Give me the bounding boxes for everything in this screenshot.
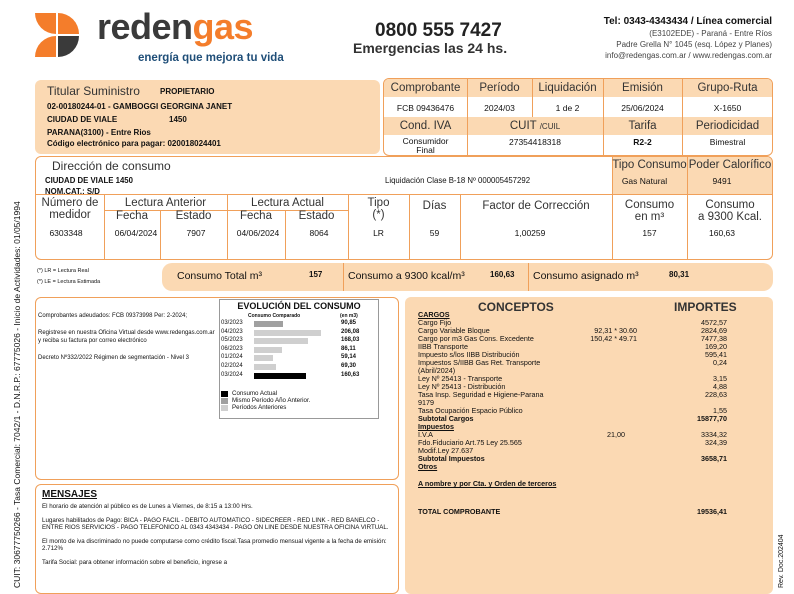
chart-value-label: 59,14: [341, 354, 357, 361]
concepto-row: [418, 359, 727, 375]
evolucion-col1: Consumo Comparado: [248, 313, 301, 319]
h-periodo: Período: [479, 82, 520, 94]
v-ant-fecha: 06/04/2024: [114, 228, 158, 238]
legend-same-swatch: [221, 398, 228, 404]
concepto-row: [418, 391, 727, 407]
v-factor: 1,00259: [514, 228, 546, 238]
v-cuit: 27354418318: [508, 137, 561, 147]
chart-value-label: 69,30: [341, 363, 357, 369]
concepto-name: Tasa Insp. Seguridad e Higiene-Parana 9179: [418, 390, 544, 407]
v-grupo: X-1650: [713, 103, 742, 113]
importes-title: IMPORTES: [674, 300, 737, 314]
asignado-label: Consumo asignado m³: [533, 270, 639, 282]
h-comprobante: Comprobante: [390, 82, 461, 94]
consumo-dir-liquidacion: Liquidación Clase B-18 Nº 000005457292: [385, 176, 531, 185]
concepto-amount: 4,88: [713, 382, 727, 391]
concepto-amount: 0,24: [713, 358, 727, 367]
header-phone: 0800 555 7427: [375, 20, 502, 41]
brand-slogan: energía que mejora tu vida: [138, 52, 284, 64]
cargos-title: CARGOS: [418, 310, 450, 319]
v-iva1: Consumidor: [402, 136, 449, 146]
v-periodo: 2024/03: [484, 103, 515, 113]
v-tarifa: R2-2: [633, 137, 652, 147]
concepto-calc: [547, 359, 637, 375]
chart-category-label: 01/2024: [221, 354, 243, 361]
logo: [32, 10, 82, 60]
h-tarifa: Tarifa: [628, 120, 657, 132]
mensaje-2: Lugares habilitados de Pago: BICA - PAGO FACIL - DEBITO AUTOMATICO - SIDECREER - RED LINK - RED BANELCO - ENTRE RIOS SERVICIOS - PAGO TELEFONICO AL 0343 4343434 - PAGO ON LINE DESDE NUESTRA OFICINA VIRTUAL.: [42, 516, 389, 532]
h-dias: Días: [422, 200, 447, 212]
header-address2: Padre Grella N° 1045 (esq. López y Planes): [616, 40, 772, 49]
concepto-amount: 3,15: [713, 374, 727, 383]
chart-bar: [254, 373, 306, 379]
info-p2: Registrese en nuestra Oficina Virtual desde www.redengas.com.ar y reciba su factura por correo electrónico: [38, 330, 215, 344]
titular-line1: 02-00180244-01 - GAMBOGGI GEORGINA JANET: [47, 102, 233, 111]
h-tipo-consumo: Tipo Consumo: [612, 159, 687, 171]
h-consumo9300: Consumo: [705, 199, 755, 211]
info-p1: Comprobantes adeudados: FCB 09373998 Per: 2-2024;: [38, 313, 188, 319]
concepto-name: Ley Nº 25413 - Transporte: [418, 374, 503, 383]
concepto-calc: [547, 351, 637, 359]
chart-value-label: 168,03: [341, 337, 360, 344]
mensaje-3: El monto de iva discriminado no puede computarse como crédito fiscal.Tasa promedio mensual vigente a la fecha de emisión: 2.712%: [42, 537, 387, 553]
concepto-amount: 228,63: [705, 390, 727, 399]
chart-category-label: 04/2023: [221, 328, 243, 335]
conceptos-title: CONCEPTOS: [478, 300, 554, 314]
concepto-calc: [547, 375, 637, 383]
h-tipo: Tipo: [367, 197, 390, 209]
header-commercial-line: Tel: 0343-4343434 / Línea comercial: [603, 16, 772, 27]
otros-title: Otros: [418, 462, 438, 471]
concepto-amount: 169,20: [705, 342, 727, 351]
h-act-fecha: Fecha: [240, 210, 272, 222]
header-emergency: Emergencias las 24 hs.: [353, 40, 508, 56]
h-actual: Lectura Actual: [251, 197, 324, 209]
header-address1: (E3102EDE) - Paraná - Entre Ríos: [649, 29, 772, 38]
consumo-dir-nomcat: NOM.CAT.: S/D: [45, 187, 100, 196]
titular-city: CIUDAD DE VIALE: [47, 115, 118, 124]
chart-category-label: 05/2023: [221, 337, 243, 344]
concepto-calc: 150,42 * 49.71: [590, 334, 637, 343]
concepto-name: Tasa Ocupación Espacio Público: [418, 406, 523, 415]
chart-value-label: 90,85: [341, 320, 357, 326]
subtotal-imp-label: Subtotal Impuestos: [418, 454, 485, 463]
iva-label: I.V.A: [418, 430, 433, 439]
legend-current: Consumo Actual: [232, 390, 278, 397]
v-periodicidad: Bimestral: [709, 137, 746, 147]
h-medidor1: Número de: [41, 197, 99, 209]
h-tipo2: (*): [372, 209, 385, 221]
total-label: Consumo Total m³: [177, 270, 263, 282]
titular-line4: Código electrónico para pagar: 020018024401: [47, 139, 221, 148]
conceptos-rows: [418, 319, 727, 415]
titular-line3: PARANA(3100) - Entre Rios: [47, 128, 151, 137]
brand-name-part1: reden: [97, 6, 193, 47]
chart-bar: [254, 347, 282, 353]
v-consumo: 157: [642, 228, 657, 238]
subtotal-imp-value: 3658,71: [701, 454, 727, 463]
evolucion-title: EVOLUCIÓN DEL CONSUMO: [237, 301, 361, 311]
titular-role: PROPIETARIO: [160, 87, 215, 96]
v-tipo-consumo: Gas Natural: [621, 176, 668, 186]
terceros-title: A nombre y por Cta. y Orden de terceros: [418, 479, 557, 488]
v-poder: 9491: [712, 176, 732, 186]
concepto-calc: [547, 383, 637, 391]
concepto-amount: 7477,38: [701, 334, 727, 343]
concepto-calc: 92,31 * 30.60: [594, 326, 637, 335]
chart-bar: [254, 330, 321, 336]
h-grupo: Grupo-Ruta: [697, 82, 758, 94]
asignado-value: 80,31: [669, 270, 690, 279]
info-p3: Decreto Nº332/2022 Régimen de segmentación - Nivel 3: [38, 355, 189, 361]
subtotal-cargos-label: Subtotal Cargos: [418, 414, 474, 423]
concepto-name: Impuestos S/IIBB Gas Ret. Transporte (Abril/2024): [418, 358, 541, 375]
concepto-amount: 2824,69: [701, 326, 727, 335]
h-consumo2: en m³: [634, 211, 665, 223]
chart-value-label: 86,11: [341, 345, 356, 352]
v-ant-estado: 7907: [186, 228, 206, 238]
h-anterior: Lectura Anterior: [124, 197, 207, 209]
fdo-value: 324,39: [705, 438, 727, 447]
concepto-name: Impuesto s/los IIBB Distribución: [418, 350, 520, 359]
v-dias: 59: [429, 228, 440, 238]
h-medidor2: medidor: [49, 209, 91, 221]
mensaje-4: Tarifa Social: para obtener información sobre el beneficio, ingrese a: [42, 558, 228, 566]
v-consumo9300: 160,63: [709, 228, 735, 238]
h-ant-fecha: Fecha: [116, 210, 148, 222]
total-comprobante-value: 19536,41: [697, 507, 727, 516]
h-poder: Poder Calorífico: [688, 159, 772, 171]
chart-bar: [254, 338, 308, 344]
titular-num: 1450: [169, 115, 187, 124]
h-iva: Cond. IVA: [399, 120, 452, 132]
chart-category-label: 03/2024: [221, 371, 243, 378]
note-le: (*) LE = Lectura Estimada: [37, 279, 101, 285]
v-liquidacion: 1 de 2: [555, 103, 580, 113]
logo-icon: [32, 10, 82, 60]
impuestos-title: Impuestos: [418, 422, 454, 431]
chart-value-label: 206,08: [341, 328, 360, 335]
concepto-name: IIBB Transporte: [418, 342, 468, 351]
v-iva2: Final: [416, 145, 435, 155]
concepto-amount: 595,41: [705, 350, 727, 359]
h-emision: Emisión: [622, 82, 663, 94]
consumo-dir-title: Dirección de consumo: [52, 159, 171, 173]
chart-category-label: 03/2023: [221, 320, 243, 326]
chart-bar: [254, 364, 276, 370]
evolucion-col2: (en m3): [340, 313, 358, 319]
note-lr: (*) LR = Lectura Real: [37, 268, 89, 274]
v-tipo: LR: [373, 228, 384, 238]
chart-value-label: 160,63: [341, 371, 360, 378]
total9300-label: Consumo a 9300 kcal/m³: [348, 270, 465, 282]
chart-category-label: 06/2023: [221, 345, 243, 352]
mensaje-1: El horario de atención al público es de Lunes a Viernes, de 8:15 a 13:00 Hrs.: [42, 503, 253, 510]
v-act-fecha: 04/06/2024: [236, 228, 280, 238]
titular-title: Titular Suministro: [47, 84, 140, 98]
consumo-dir-addr: CIUDAD DE VIALE 1450: [45, 176, 133, 185]
h-liquidacion: Liquidación: [538, 82, 597, 94]
brand-name: [97, 6, 253, 48]
chart-bar: [254, 321, 283, 327]
chart-bar: [254, 355, 273, 361]
concepto-calc: [547, 407, 637, 415]
total-comprobante-label: TOTAL COMPROBANTE: [418, 507, 501, 516]
h-periodicidad: Periodicidad: [695, 120, 760, 132]
iva-value: 3334,32: [701, 430, 727, 439]
header-web: info@redengas.com.ar / www.redengas.com.ar: [605, 51, 772, 60]
legend-prev-swatch: [221, 405, 228, 411]
mensajes-title: MENSAJES: [42, 489, 98, 500]
legend-prev: Períodos Anteriores: [232, 404, 287, 411]
h-cuit: [467, 120, 603, 132]
concepto-name: Cargo por m3 Gas Cons. Excedente: [418, 334, 534, 343]
v-emision: 25/06/2024: [621, 103, 664, 113]
v-comprobante: FCB 09436476: [396, 103, 455, 113]
fdo-label: Fdo.Fiduciario Art.75 Ley 25.565 Modif.Ley 27.637: [418, 438, 522, 455]
chart-category-label: 02/2024: [221, 363, 243, 369]
concepto-name: Cargo Variable Bloque: [418, 326, 490, 335]
left-margin-text: CUIT: 30677750266 - Tasa Comercial: 7042/1 - D.N.R.P.: 67775026 - Inicio de Actividades: 01/05/1994: [12, 201, 22, 588]
brand-name-part2: gas: [192, 6, 254, 47]
h-ant-estado: Estado: [175, 210, 212, 222]
h-consumo9300b: a 9300 Kcal.: [698, 211, 762, 223]
legend-current-swatch: [221, 391, 228, 397]
concepto-calc: [547, 391, 637, 407]
h-act-estado: Estado: [298, 210, 335, 222]
concepto-name: Ley Nº 25413 - Distribución: [418, 382, 506, 391]
concepto-amount: 4572,57: [701, 318, 727, 327]
concepto-calc: [547, 343, 637, 351]
legend-same: Mismo Período Año Anterior.: [232, 397, 311, 404]
v-act-estado: 8064: [309, 228, 329, 238]
total-value: 157: [309, 270, 323, 279]
h-cuit-main: CUIT: [509, 120, 537, 132]
h-cuit-small: /CUIL: [539, 122, 561, 131]
concepto-name: Cargo Fijo: [418, 318, 452, 327]
h-consumo: Consumo: [624, 199, 675, 211]
total9300-value: 160,63: [490, 270, 515, 279]
rev-doc: Rev. Doc.202404: [778, 534, 785, 588]
iva-rate: 21,00: [607, 430, 625, 439]
h-factor: Factor de Corrección: [482, 200, 590, 212]
concepto-amount: 1,55: [713, 406, 727, 415]
subtotal-cargos-value: 15877,70: [697, 414, 727, 423]
v-medidor: 6303348: [49, 228, 83, 238]
